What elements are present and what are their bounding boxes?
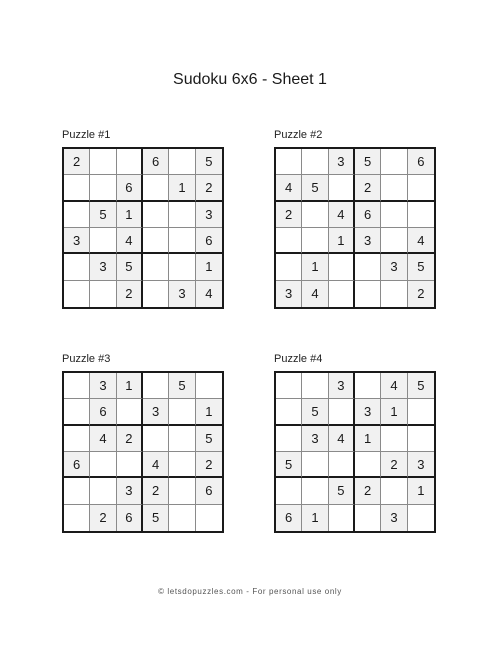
empty-cell[interactable] [64,281,90,307]
empty-cell[interactable] [90,228,116,254]
empty-cell[interactable] [169,399,195,425]
given-cell: 2 [64,149,90,175]
given-cell: 5 [408,373,434,399]
empty-cell[interactable] [329,175,355,201]
empty-cell[interactable] [276,478,302,504]
empty-cell[interactable] [381,202,407,228]
given-cell: 2 [143,478,169,504]
empty-cell[interactable] [64,202,90,228]
given-cell: 2 [117,281,143,307]
empty-cell[interactable] [90,175,116,201]
given-cell: 3 [381,254,407,280]
given-cell: 3 [64,228,90,254]
given-cell: 3 [117,478,143,504]
empty-cell[interactable] [355,373,381,399]
given-cell: 5 [329,478,355,504]
empty-cell[interactable] [143,281,169,307]
puzzle-label: Puzzle #1 [62,129,111,141]
given-cell: 2 [276,202,302,228]
given-cell: 3 [169,281,195,307]
empty-cell[interactable] [90,452,116,478]
empty-cell[interactable] [117,452,143,478]
given-cell: 3 [329,373,355,399]
empty-cell[interactable] [143,228,169,254]
empty-cell[interactable] [169,452,195,478]
given-cell: 4 [329,202,355,228]
given-cell: 5 [90,202,116,228]
given-cell: 3 [90,373,116,399]
empty-cell[interactable] [276,426,302,452]
given-cell: 1 [117,373,143,399]
given-cell: 3 [302,426,328,452]
given-cell: 4 [408,228,434,254]
empty-cell[interactable] [64,426,90,452]
given-cell: 6 [64,452,90,478]
given-cell: 4 [143,452,169,478]
given-cell: 1 [381,399,407,425]
given-cell: 3 [90,254,116,280]
given-cell: 3 [355,228,381,254]
given-cell: 1 [329,228,355,254]
given-cell: 5 [117,254,143,280]
footer-copyright: © letsdopuzzles.com - For personal use only [158,587,342,596]
given-cell: 4 [117,228,143,254]
given-cell: 5 [302,175,328,201]
empty-cell[interactable] [90,149,116,175]
empty-cell[interactable] [329,281,355,307]
given-cell: 5 [196,149,222,175]
sudoku-grid [274,371,436,533]
puzzle-label: Puzzle #3 [62,353,111,365]
empty-cell[interactable] [302,452,328,478]
puzzle-1 [62,129,224,309]
empty-cell[interactable] [64,175,90,201]
given-cell: 3 [276,281,302,307]
given-cell: 6 [196,228,222,254]
empty-cell[interactable] [169,254,195,280]
given-cell: 5 [143,505,169,531]
empty-cell[interactable] [143,202,169,228]
empty-cell[interactable] [355,281,381,307]
given-cell: 2 [355,175,381,201]
given-cell: 3 [381,505,407,531]
given-cell: 1 [117,202,143,228]
empty-cell[interactable] [64,399,90,425]
given-cell: 1 [169,175,195,201]
empty-cell[interactable] [329,399,355,425]
empty-cell[interactable] [169,228,195,254]
empty-cell[interactable] [169,505,195,531]
given-cell: 2 [117,426,143,452]
empty-cell[interactable] [143,373,169,399]
empty-cell[interactable] [355,452,381,478]
given-cell: 6 [276,505,302,531]
puzzle-label: Puzzle #2 [274,129,323,141]
given-cell: 6 [355,202,381,228]
given-cell: 1 [408,478,434,504]
given-cell: 4 [302,281,328,307]
empty-cell[interactable] [329,254,355,280]
puzzle-4 [274,353,436,533]
empty-cell[interactable] [276,399,302,425]
given-cell: 6 [117,175,143,201]
given-cell: 5 [196,426,222,452]
empty-cell[interactable] [408,505,434,531]
sudoku-grid [274,147,436,309]
given-cell: 4 [90,426,116,452]
given-cell: 5 [169,373,195,399]
given-cell: 2 [196,452,222,478]
empty-cell[interactable] [302,228,328,254]
given-cell: 3 [143,399,169,425]
empty-cell[interactable] [381,149,407,175]
given-cell: 3 [408,452,434,478]
empty-cell[interactable] [90,478,116,504]
empty-cell[interactable] [143,426,169,452]
given-cell: 6 [196,478,222,504]
given-cell: 2 [90,505,116,531]
empty-cell[interactable] [169,202,195,228]
empty-cell[interactable] [408,175,434,201]
empty-cell[interactable] [381,175,407,201]
given-cell: 1 [196,254,222,280]
puzzle-2 [274,129,436,309]
given-cell: 2 [408,281,434,307]
given-cell: 5 [355,149,381,175]
empty-cell[interactable] [329,452,355,478]
empty-cell[interactable] [302,373,328,399]
empty-cell[interactable] [143,254,169,280]
given-cell: 4 [381,373,407,399]
empty-cell[interactable] [381,478,407,504]
given-cell: 6 [408,149,434,175]
empty-cell[interactable] [302,149,328,175]
given-cell: 2 [381,452,407,478]
empty-cell[interactable] [408,399,434,425]
empty-cell[interactable] [355,254,381,280]
empty-cell[interactable] [64,254,90,280]
puzzle-label: Puzzle #4 [274,353,323,365]
sudoku-grid [62,371,224,533]
empty-cell[interactable] [408,202,434,228]
empty-cell[interactable] [143,175,169,201]
given-cell: 6 [90,399,116,425]
empty-cell[interactable] [169,149,195,175]
empty-cell[interactable] [117,399,143,425]
given-cell: 1 [302,254,328,280]
empty-cell[interactable] [329,505,355,531]
given-cell: 3 [329,149,355,175]
empty-cell[interactable] [276,254,302,280]
sudoku-grid [62,147,224,309]
given-cell: 3 [196,202,222,228]
empty-cell[interactable] [196,373,222,399]
sheet-title: Sudoku 6x6 - Sheet 1 [173,71,327,88]
given-cell: 6 [143,149,169,175]
empty-cell[interactable] [276,149,302,175]
given-cell: 4 [276,175,302,201]
empty-cell[interactable] [64,478,90,504]
given-cell: 1 [196,399,222,425]
given-cell: 6 [117,505,143,531]
empty-cell[interactable] [408,426,434,452]
empty-cell[interactable] [276,373,302,399]
empty-cell[interactable] [64,505,90,531]
given-cell: 2 [355,478,381,504]
given-cell: 1 [355,426,381,452]
given-cell: 4 [196,281,222,307]
given-cell: 3 [355,399,381,425]
empty-cell[interactable] [355,505,381,531]
empty-cell[interactable] [169,478,195,504]
empty-cell[interactable] [276,228,302,254]
empty-cell[interactable] [381,228,407,254]
empty-cell[interactable] [64,373,90,399]
given-cell: 5 [276,452,302,478]
given-cell: 2 [196,175,222,201]
empty-cell[interactable] [302,478,328,504]
empty-cell[interactable] [169,426,195,452]
given-cell: 5 [302,399,328,425]
given-cell: 5 [408,254,434,280]
empty-cell[interactable] [196,505,222,531]
given-cell: 1 [302,505,328,531]
empty-cell[interactable] [90,281,116,307]
empty-cell[interactable] [302,202,328,228]
empty-cell[interactable] [381,426,407,452]
given-cell: 4 [329,426,355,452]
empty-cell[interactable] [381,281,407,307]
puzzle-3 [62,353,224,533]
empty-cell[interactable] [117,149,143,175]
